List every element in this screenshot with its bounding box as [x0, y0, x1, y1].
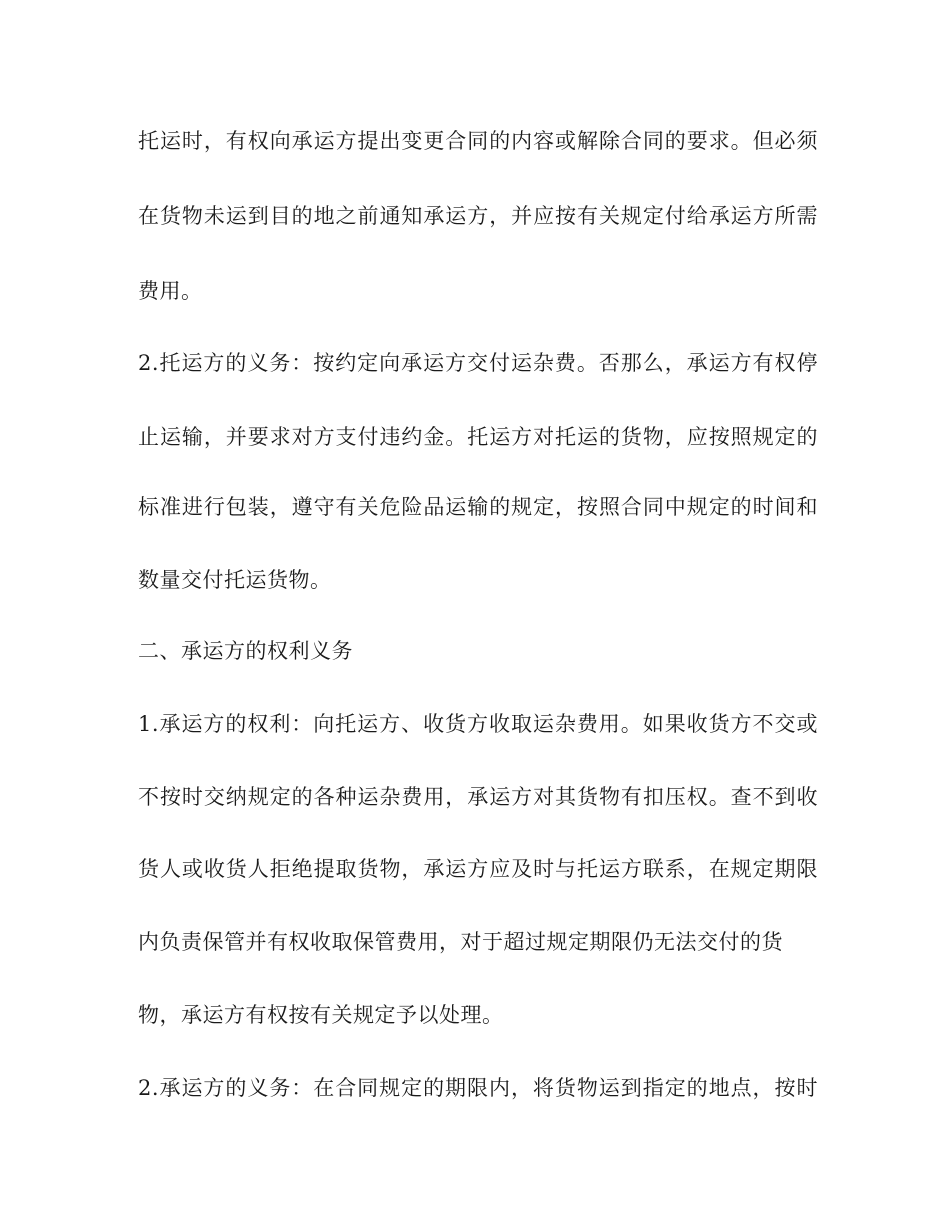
text-line: 止运输，并要求对方支付违约金。托运方对托运的货物，应按照规定的 [138, 425, 818, 449]
text-line: 1.承运方的权利：向托运方、收货方收取运杂费用。如果收货方不交或 [138, 712, 818, 736]
text-line: 数量交付托运货物。 [138, 568, 332, 592]
text-line: 货人或收货人拒绝提取货物，承运方应及时与托运方联系，在规定期限 [138, 857, 818, 881]
section-heading: 二、承运方的权利义务 [138, 639, 353, 663]
text-line: 不按时交纳规定的各种运杂费用，承运方对其货物有扣压权。查不到收 [138, 785, 818, 809]
text-line: 标准进行包装，遵守有关危险品运输的规定，按照合同中规定的时间和 [138, 495, 818, 519]
text-line: 在货物未运到目的地之前通知承运方，并应按有关规定付给承运方所需 [138, 204, 818, 228]
text-line: 2.托运方的义务：按约定向承运方交付运杂费。否那么，承运方有权停 [138, 351, 818, 375]
text-line: 费用。 [138, 279, 203, 303]
text-line: 托运时，有权向承运方提出变更合同的内容或解除合同的要求。但必须 [138, 129, 818, 153]
text-line: 2.承运方的义务：在合同规定的期限内，将货物运到指定的地点，按时 [138, 1076, 818, 1100]
text-line: 内负责保管并有权收取保管费用，对于超过规定期限仍无法交付的货 [138, 930, 783, 954]
text-line: 物，承运方有权按有关规定予以处理。 [138, 1003, 504, 1027]
